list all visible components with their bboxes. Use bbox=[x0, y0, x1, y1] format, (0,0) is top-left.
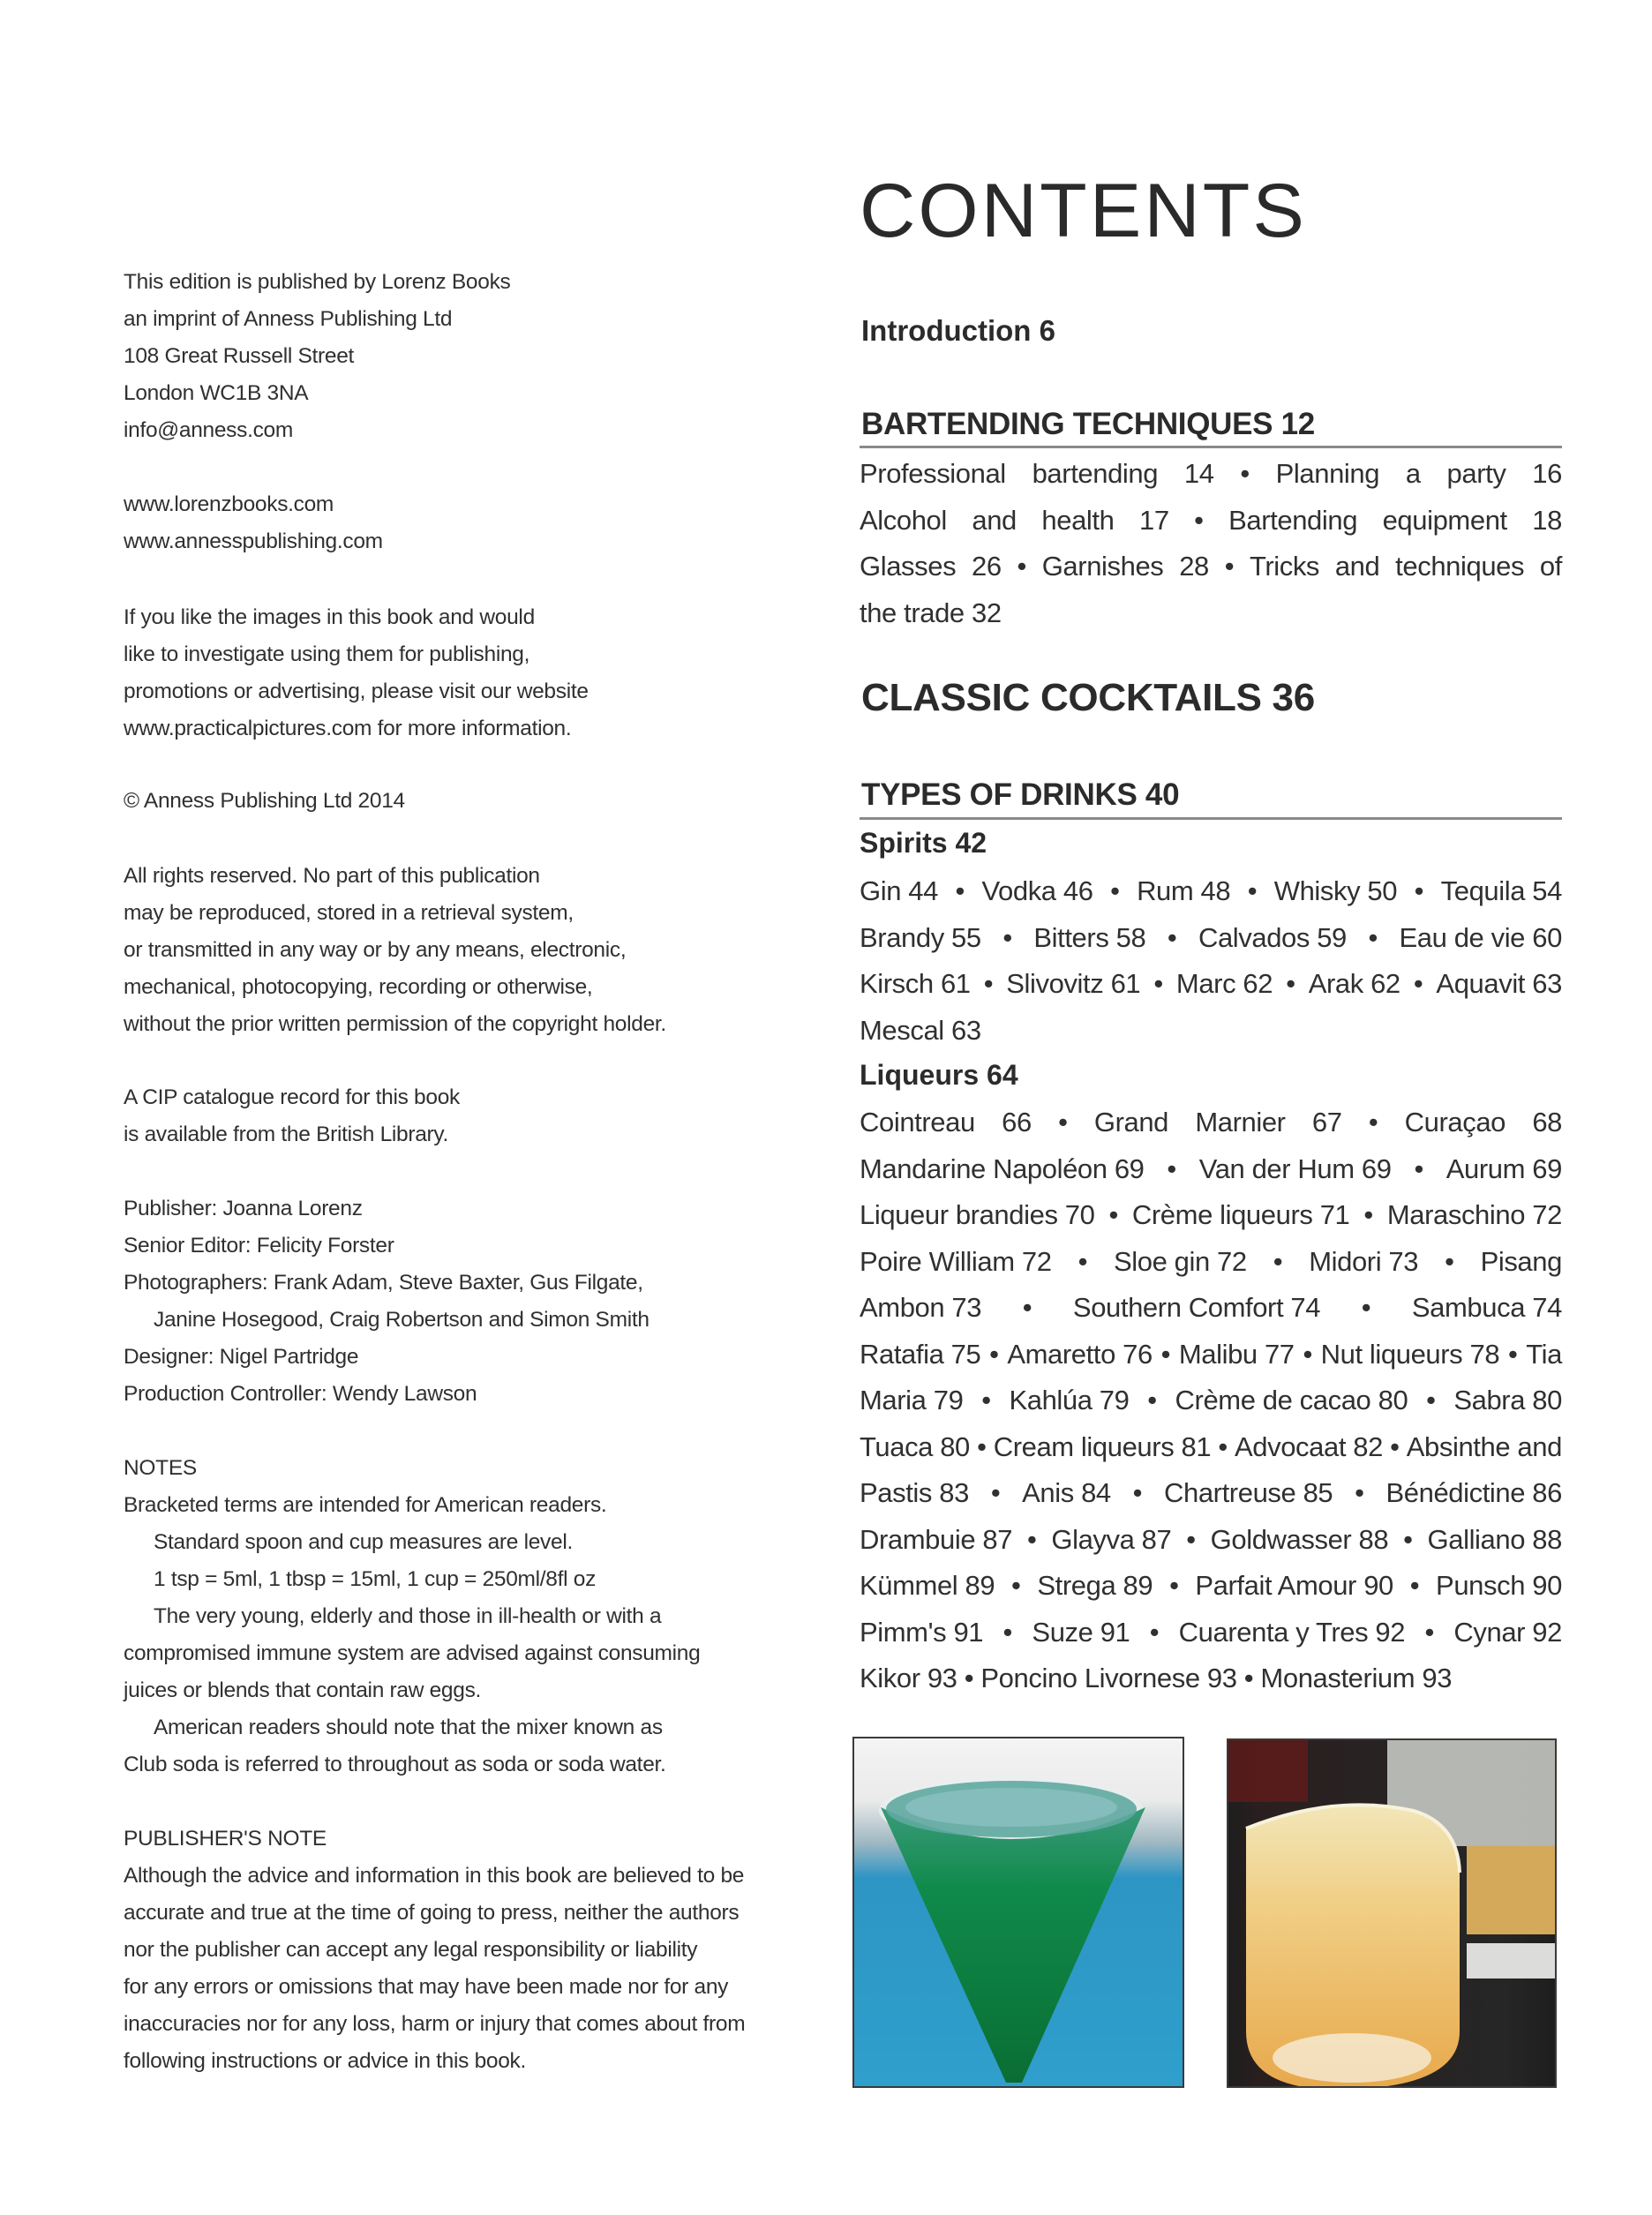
note-line: Bracketed terms are intended for American readers. bbox=[124, 1493, 607, 1517]
toc-entry[interactable]: Kahlúa 79 bbox=[1009, 1385, 1130, 1415]
toc-word: health bbox=[1041, 504, 1115, 536]
publishers-note-line: nor the publisher can accept any legal responsibility or liability bbox=[124, 1938, 698, 1962]
bullet-icon: • bbox=[1303, 1338, 1312, 1370]
section-divider bbox=[860, 817, 1562, 820]
toc-entry[interactable]: Punsch 90 bbox=[1436, 1570, 1562, 1601]
toc-line bbox=[860, 590, 1562, 637]
toc-line bbox=[860, 1100, 1562, 1146]
toc-word: a bbox=[1405, 458, 1421, 489]
toc-entry[interactable]: Bénédictine 86 bbox=[1385, 1477, 1562, 1508]
cip-record bbox=[124, 1079, 460, 1153]
note-line: juices or blends that contain raw eggs. bbox=[124, 1678, 482, 1702]
toc-section-bartending[interactable]: BARTENDING TECHNIQUES 12 bbox=[861, 407, 1315, 441]
bullet-icon: • bbox=[1507, 1338, 1518, 1370]
toc-word: Professional bbox=[860, 458, 1006, 489]
cip-line: is available from the British Library. bbox=[124, 1123, 449, 1146]
toc-subsection-liqueurs[interactable]: Liqueurs 64 bbox=[860, 1059, 1018, 1091]
toc-entry[interactable]: Calvados 59 bbox=[1198, 921, 1347, 953]
credit-line: Senior Editor: Felicity Forster bbox=[124, 1234, 394, 1258]
bullet-icon: • bbox=[1218, 1430, 1228, 1462]
bullet-icon: • bbox=[1160, 1338, 1171, 1370]
bullet-icon: • bbox=[983, 968, 994, 999]
toc-entry[interactable]: Sloe gin 72 bbox=[1114, 1245, 1247, 1277]
bullet-icon: • bbox=[1132, 1477, 1143, 1508]
toc-word: Garnishes bbox=[1041, 551, 1164, 582]
toc-line bbox=[860, 451, 1562, 498]
bullet-icon: • bbox=[1424, 1616, 1434, 1648]
bullet-icon: • bbox=[1445, 1245, 1454, 1277]
toc-line bbox=[860, 1008, 1562, 1055]
bullet-icon: • bbox=[1186, 1523, 1196, 1555]
credit-line: Janine Hosegood, Craig Robertson and Simon Smith bbox=[154, 1308, 650, 1332]
toc-word: Cointreau bbox=[860, 1107, 975, 1138]
toc-page-number: 18 bbox=[1532, 504, 1562, 536]
bullet-icon: • bbox=[990, 1477, 1001, 1508]
toc-word: Planning bbox=[1275, 458, 1380, 489]
rights-line: without the prior written permission of the copyright holder. bbox=[124, 1012, 666, 1036]
toc-line bbox=[860, 544, 1562, 590]
toc-line bbox=[860, 961, 1562, 1008]
toc-entry[interactable]: Amaretto 76 bbox=[1007, 1338, 1153, 1370]
toc-entry[interactable]: Eau de vie 60 bbox=[1399, 921, 1562, 953]
publishers-note-section bbox=[124, 1821, 745, 2080]
bullet-icon: • bbox=[1108, 1199, 1118, 1230]
toc-entry[interactable]: Pimm's 91 bbox=[860, 1616, 984, 1648]
bullet-icon: • bbox=[1363, 1199, 1373, 1230]
bullet-icon: • bbox=[1286, 968, 1295, 999]
bullet-icon: • bbox=[1414, 875, 1424, 906]
toc-entry[interactable]: Maria 79 bbox=[860, 1385, 964, 1415]
websites bbox=[124, 486, 383, 560]
bullet-icon: • bbox=[1167, 1153, 1176, 1184]
toc-spirits-entries bbox=[860, 868, 1562, 1054]
toc-entry[interactable]: Parfait Amour 90 bbox=[1195, 1570, 1393, 1601]
toc-word: techniques bbox=[1395, 551, 1525, 582]
rights-line: may be reproduced, stored in a retrieval system, bbox=[124, 901, 574, 925]
toc-entry[interactable]: Tequila 54 bbox=[1440, 875, 1562, 906]
bullet-icon: • bbox=[1224, 551, 1235, 582]
toc-word: and bbox=[972, 504, 1017, 536]
toc-entry[interactable]: Midori 73 bbox=[1309, 1245, 1419, 1277]
toc-entry[interactable]: Absinthe and bbox=[1406, 1430, 1562, 1462]
toc-entry[interactable]: Vodka 46 bbox=[981, 875, 1093, 906]
toc-line bbox=[860, 1517, 1562, 1564]
bullet-icon: • bbox=[1153, 968, 1163, 999]
credits bbox=[124, 1190, 650, 1413]
toc-word: Glasses bbox=[860, 551, 957, 582]
publishers-note-line: Although the advice and information in this book are believed to be bbox=[124, 1864, 745, 1888]
publishers-note-line: accurate and true at the time of going to press, neither the authors bbox=[124, 1901, 740, 1925]
notice-line: www.practicalpictures.com for more information. bbox=[124, 717, 572, 740]
bullet-icon: • bbox=[1110, 875, 1120, 906]
copyright bbox=[124, 783, 405, 820]
toc-entry[interactable]: Sambuca 74 bbox=[1411, 1292, 1562, 1323]
notice-line: like to investigate using them for publishing, bbox=[124, 642, 530, 666]
toc-section-types-of-drinks[interactable]: TYPES OF DRINKS 40 bbox=[861, 777, 1180, 812]
note-line: 1 tsp = 5ml, 1 tbsp = 15ml, 1 cup = 250ml/8fl oz bbox=[154, 1567, 597, 1591]
note-line: Club soda is referred to throughout as soda or soda water. bbox=[124, 1753, 666, 1776]
toc-entry[interactable]: Pastis 83 bbox=[860, 1477, 969, 1508]
note-line: Standard spoon and cup measures are level. bbox=[154, 1530, 573, 1554]
website-link: www.annesspublishing.com bbox=[124, 529, 383, 553]
bullet-icon: • bbox=[1169, 1570, 1179, 1601]
bullet-icon: • bbox=[1002, 921, 1012, 953]
toc-page-number: 68 bbox=[1532, 1107, 1562, 1138]
publishers-note-heading: PUBLISHER'S NOTE bbox=[124, 1827, 327, 1851]
toc-page-number: 17 bbox=[1138, 504, 1169, 536]
toc-word: Alcohol bbox=[860, 504, 947, 536]
toc-entry[interactable]: Anis 84 bbox=[1022, 1477, 1111, 1508]
toc-entry[interactable]: Strega 89 bbox=[1037, 1570, 1153, 1601]
toc-bartending-entries bbox=[860, 451, 1562, 636]
toc-word: Marnier bbox=[1195, 1107, 1286, 1138]
bullet-icon: • bbox=[1078, 1245, 1088, 1277]
toc-entry[interactable]: Slivovitz 61 bbox=[1006, 968, 1141, 999]
bullet-icon: • bbox=[1368, 1107, 1378, 1138]
note-line: American readers should note that the mixer known as bbox=[154, 1716, 663, 1739]
publisher-line: This edition is published by Lorenz Books bbox=[124, 270, 511, 294]
toc-entry[interactable]: Van der Hum 69 bbox=[1198, 1153, 1392, 1184]
toc-entry[interactable]: Drambuie 87 bbox=[860, 1523, 1013, 1555]
bullet-icon: • bbox=[1194, 504, 1204, 536]
toc-line bbox=[860, 1146, 1562, 1193]
toc-line bbox=[860, 915, 1562, 962]
toc-entry[interactable]: Cynar 92 bbox=[1453, 1616, 1562, 1648]
toc-word: party bbox=[1446, 458, 1506, 489]
copyright-line: © Anness Publishing Ltd 2014 bbox=[124, 789, 405, 813]
toc-line bbox=[860, 1378, 1562, 1424]
toc-line bbox=[860, 1285, 1562, 1332]
toc-word: equipment bbox=[1382, 504, 1507, 536]
bullet-icon: • bbox=[981, 1385, 991, 1415]
toc-page-number: 26 bbox=[971, 551, 1002, 582]
toc-line bbox=[860, 1470, 1562, 1517]
toc-entry[interactable]: Galliano 88 bbox=[1427, 1523, 1562, 1555]
toc-page-number: 14 bbox=[1183, 458, 1214, 489]
toc-entry[interactable]: Malibu 77 bbox=[1178, 1338, 1295, 1370]
toc-entry[interactable]: Sabra 80 bbox=[1453, 1385, 1562, 1415]
toc-entry[interactable]: Crème liqueurs 71 bbox=[1131, 1199, 1350, 1230]
bullet-icon: • bbox=[1240, 458, 1250, 489]
rights-line: All rights reserved. No part of this publication bbox=[124, 864, 540, 888]
bullet-icon: • bbox=[1355, 1477, 1364, 1508]
notice-line: If you like the images in this book and would bbox=[124, 605, 535, 629]
toc-entry[interactable]: Ratafia 75 bbox=[860, 1338, 981, 1370]
publisher-line: London WC1B 3NA bbox=[124, 381, 309, 405]
publishers-note-line: following instructions or advice in this book. bbox=[124, 2049, 527, 2073]
toc-entry[interactable]: Glayva 87 bbox=[1051, 1523, 1172, 1555]
toc-entry[interactable]: Nut liqueurs 78 bbox=[1320, 1338, 1500, 1370]
toc-line bbox=[860, 1610, 1562, 1656]
toc-entry[interactable]: Gin 44 bbox=[860, 875, 938, 906]
bullet-icon: • bbox=[1011, 1570, 1021, 1601]
toc-entry[interactable]: Maraschino 72 bbox=[1386, 1199, 1562, 1230]
note-line: The very young, elderly and those in ill-health or with a bbox=[154, 1604, 662, 1628]
toc-word: Curaçao bbox=[1404, 1107, 1506, 1138]
toc-entry[interactable]: Tia bbox=[1526, 1338, 1562, 1370]
page-title: CONTENTS bbox=[860, 169, 1307, 253]
notice-line: promotions or advertising, please visit our website bbox=[124, 680, 589, 703]
publisher-email: info@anness.com bbox=[124, 418, 293, 442]
bullet-icon: • bbox=[1167, 921, 1177, 953]
bullet-icon: • bbox=[1022, 1292, 1032, 1323]
toc-entry[interactable]: Poire William 72 bbox=[860, 1245, 1052, 1277]
toc-page-number: 28 bbox=[1179, 551, 1209, 582]
toc-entry[interactable]: Advocaat 82 bbox=[1234, 1430, 1383, 1462]
toc-liqueurs-entries bbox=[860, 1100, 1562, 1702]
toc-entry[interactable]: Brandy 55 bbox=[860, 921, 981, 953]
green-cocktail-illustration bbox=[854, 1738, 1183, 2086]
toc-entry[interactable]: Cuarenta y Tres 92 bbox=[1178, 1616, 1406, 1648]
bullet-icon: • bbox=[1273, 1245, 1283, 1277]
credit-line: Designer: Nigel Partridge bbox=[124, 1345, 359, 1369]
toc-subsection-spirits[interactable]: Spirits 42 bbox=[860, 827, 987, 859]
toc-entry[interactable]: Southern Comfort 74 bbox=[1072, 1292, 1321, 1323]
toc-word: Bartending bbox=[1228, 504, 1358, 536]
bullet-icon: • bbox=[977, 1430, 987, 1462]
bullet-icon: • bbox=[1390, 1430, 1400, 1462]
toc-word: and bbox=[1334, 551, 1380, 582]
bullet-icon: • bbox=[1426, 1385, 1436, 1415]
toc-entry[interactable]: Kikor 93 • Poncino Livornese 93 • Monasterium 93 bbox=[860, 1663, 1453, 1693]
toc-entry[interactable]: Crème de cacao 80 bbox=[1175, 1385, 1408, 1415]
bullet-icon: • bbox=[1002, 1616, 1012, 1648]
toc-line bbox=[860, 1563, 1562, 1610]
bullet-icon: • bbox=[989, 1338, 999, 1370]
toc-line bbox=[860, 1192, 1562, 1239]
toc-entry[interactable]: Kümmel 89 bbox=[860, 1570, 995, 1601]
toc-entry[interactable]: Aquavit 63 bbox=[1436, 968, 1562, 999]
toc-entry[interactable]: Goldwasser 88 bbox=[1210, 1523, 1389, 1555]
toc-line bbox=[860, 498, 1562, 544]
toc-entry[interactable]: Arak 62 bbox=[1308, 968, 1400, 999]
toc-word: the trade 32 bbox=[860, 597, 1002, 628]
bullet-icon: • bbox=[1017, 551, 1026, 582]
bullet-icon: • bbox=[1361, 1292, 1371, 1323]
toc-entry[interactable]: Mandarine Napoléon 69 bbox=[860, 1153, 1145, 1184]
section-divider bbox=[860, 446, 1562, 448]
cip-line: A CIP catalogue record for this book bbox=[124, 1085, 460, 1109]
bullet-icon: • bbox=[1058, 1107, 1068, 1138]
notes-section bbox=[124, 1450, 700, 1783]
publisher-line: 108 Great Russell Street bbox=[124, 344, 355, 368]
bullet-icon: • bbox=[1149, 1616, 1160, 1648]
toc-word: of bbox=[1539, 551, 1562, 582]
toc-entry-introduction[interactable]: Introduction 6 bbox=[861, 314, 1055, 347]
orange-drink-illustration bbox=[1228, 1740, 1555, 2086]
toc-entry[interactable]: Pisang bbox=[1480, 1245, 1562, 1277]
toc-word: Tricks bbox=[1249, 551, 1320, 582]
images-notice bbox=[124, 599, 589, 747]
notes-heading: NOTES bbox=[124, 1456, 197, 1480]
photo-green-cocktail bbox=[852, 1737, 1184, 2088]
toc-page-number: 66 bbox=[1002, 1107, 1032, 1138]
rights-line: mechanical, photocopying, recording or otherwise, bbox=[124, 975, 593, 999]
credit-line: Photographers: Frank Adam, Steve Baxter, Gus Filgate, bbox=[124, 1271, 643, 1295]
toc-entry[interactable]: Kirsch 61 bbox=[860, 968, 971, 999]
toc-entry[interactable]: Aurum 69 bbox=[1446, 1153, 1562, 1184]
toc-entry[interactable]: Whisky 50 bbox=[1273, 875, 1398, 906]
rights-statement bbox=[124, 858, 666, 1043]
rights-line: or transmitted in any way or by any means, electronic, bbox=[124, 938, 627, 962]
toc-word: Grand bbox=[1093, 1107, 1169, 1138]
toc-line bbox=[860, 868, 1562, 915]
toc-entry[interactable]: Mescal 63 bbox=[860, 1014, 981, 1046]
publisher-line: an imprint of Anness Publishing Ltd bbox=[124, 307, 453, 331]
toc-entry[interactable]: Chartreuse 85 bbox=[1164, 1477, 1333, 1508]
publishers-note-line: inaccuracies nor for any loss, harm or injury that comes about from bbox=[124, 2012, 746, 2036]
toc-entry[interactable]: Cream liqueurs 81 bbox=[993, 1430, 1212, 1462]
toc-page-number: 67 bbox=[1311, 1107, 1342, 1138]
publishers-note-line: for any errors or omissions that may have been made nor for any bbox=[124, 1975, 729, 1999]
toc-line bbox=[860, 1239, 1562, 1286]
toc-section-classic-cocktails[interactable]: CLASSIC COCKTAILS 36 bbox=[861, 676, 1315, 719]
bullet-icon: • bbox=[955, 875, 965, 906]
publisher-address bbox=[124, 264, 511, 449]
toc-entry[interactable]: Suze 91 bbox=[1032, 1616, 1130, 1648]
website-link: www.lorenzbooks.com bbox=[124, 492, 334, 516]
toc-line bbox=[860, 1332, 1562, 1378]
toc-entry[interactable]: Liqueur brandies 70 bbox=[860, 1199, 1095, 1230]
toc-entry[interactable]: Tuaca 80 bbox=[860, 1430, 970, 1462]
bullet-icon: • bbox=[1403, 1523, 1413, 1555]
bullet-icon: • bbox=[1027, 1523, 1037, 1555]
toc-page-number: 16 bbox=[1532, 458, 1562, 489]
credit-line: Production Controller: Wendy Lawson bbox=[124, 1382, 477, 1406]
toc-line bbox=[860, 1656, 1562, 1702]
bullet-icon: • bbox=[1413, 968, 1423, 999]
bullet-icon: • bbox=[1409, 1570, 1420, 1601]
bullet-icon: • bbox=[1414, 1153, 1423, 1184]
photo-orange-drink bbox=[1227, 1738, 1557, 2088]
bullet-icon: • bbox=[1247, 875, 1258, 906]
toc-entry[interactable]: Rum 48 bbox=[1137, 875, 1231, 906]
toc-word: bartending bbox=[1032, 458, 1159, 489]
bullet-icon: • bbox=[1147, 1385, 1157, 1415]
toc-entry[interactable]: Ambon 73 bbox=[860, 1292, 982, 1323]
note-line: compromised immune system are advised against consuming bbox=[124, 1641, 701, 1665]
toc-entry[interactable]: Marc 62 bbox=[1175, 968, 1273, 999]
toc-line bbox=[860, 1424, 1562, 1471]
credit-line: Publisher: Joanna Lorenz bbox=[124, 1197, 363, 1220]
toc-entry[interactable]: Bitters 58 bbox=[1033, 921, 1146, 953]
bullet-icon: • bbox=[1368, 921, 1378, 953]
